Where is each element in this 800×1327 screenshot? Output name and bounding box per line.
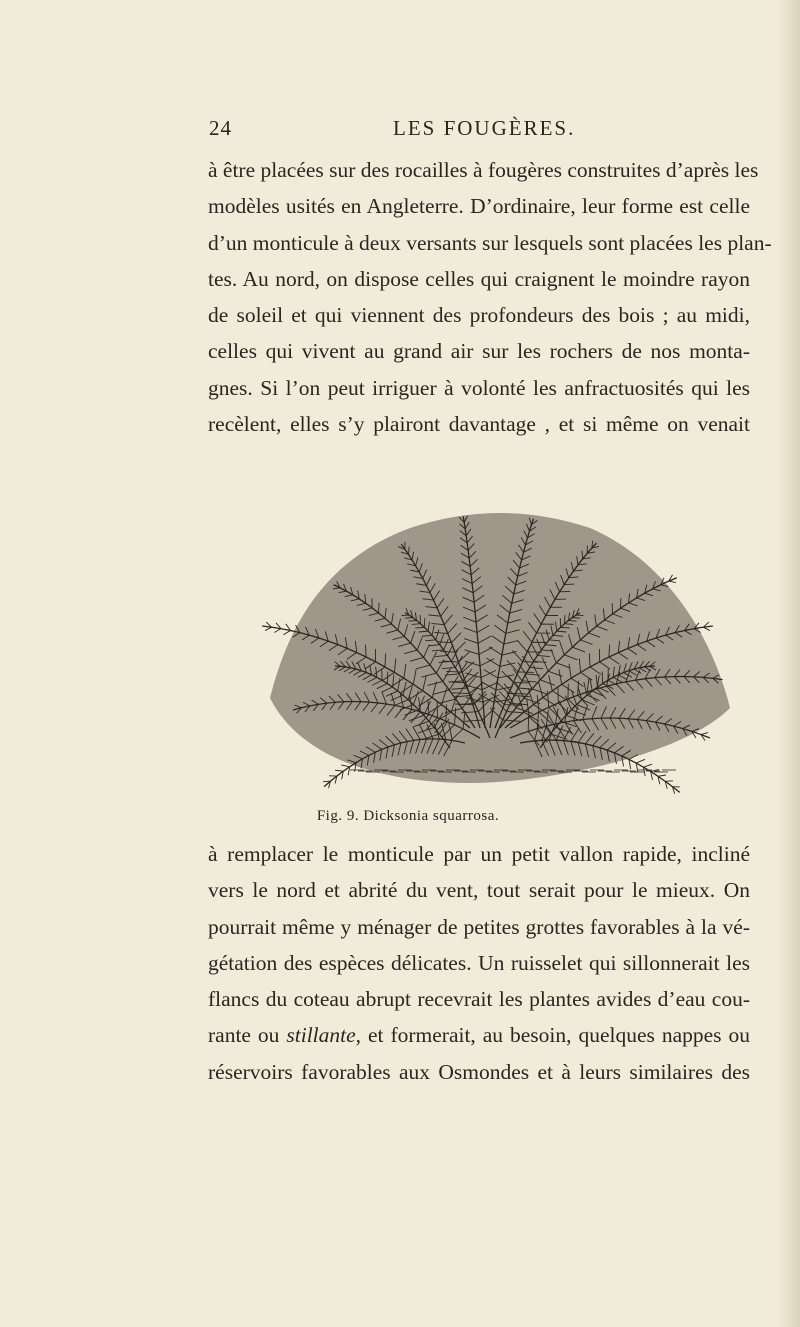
paragraph-bottom <box>208 836 750 1090</box>
page-number: 24 <box>209 116 232 140</box>
text-line: de soleil et qui viennent des profondeurs des bois ; au midi, <box>208 303 750 328</box>
text-line: à être placées sur des rocailles à fougères construites d’après les <box>208 158 759 182</box>
text-line: celles qui vivent au grand air sur les rochers de nos monta- <box>208 339 750 364</box>
text-line: gnes. Si l’on peut irriguer à volonté les anfractuosités qui les <box>208 375 750 400</box>
figure-caption: Fig. 9. Dicksonia squarrosa. <box>316 808 500 824</box>
text-line: vers le nord et abrité du vent, tout serait pour le mieux. On <box>208 878 750 903</box>
text-line: tes. Au nord, on dispose celles qui craignent le moindre rayon <box>208 266 750 291</box>
italic-word: stillante <box>286 1023 356 1048</box>
text-line: flancs du coteau abrupt recevrait les plantes avides d’eau cou- <box>208 987 750 1012</box>
text-line: modèles usités en Angleterre. D’ordinaire, leur forme est celle <box>208 194 750 219</box>
text-line: à remplacer le monticule par un petit vallon rapide, incliné <box>208 842 750 866</box>
text-fragment: , et formerait, au besoin, quelques nappes ou <box>355 1023 750 1048</box>
text-line: gétation des espèces délicates. Un ruisselet qui sillonnerait les <box>208 950 750 975</box>
text-line: réservoirs favorables aux Osmondes et à leurs similaires des <box>208 1059 750 1084</box>
text-fragment: rante ou <box>208 1023 287 1048</box>
text-line: d’un monticule à deux versants sur lesquels sont placées les plan- <box>208 230 772 255</box>
page-edge-shadow <box>778 0 800 1327</box>
running-title: LES FOUGÈRES. <box>393 116 576 140</box>
text-line: recèlent, elles s’y plairont davantage , et si même on venait <box>208 412 750 437</box>
fern-illustration <box>210 398 770 798</box>
text-line: pourrait même y ménager de petites grottes favorables à la vé- <box>208 914 750 939</box>
text-line-italic <box>208 1017 750 1053</box>
page-header <box>0 116 800 146</box>
